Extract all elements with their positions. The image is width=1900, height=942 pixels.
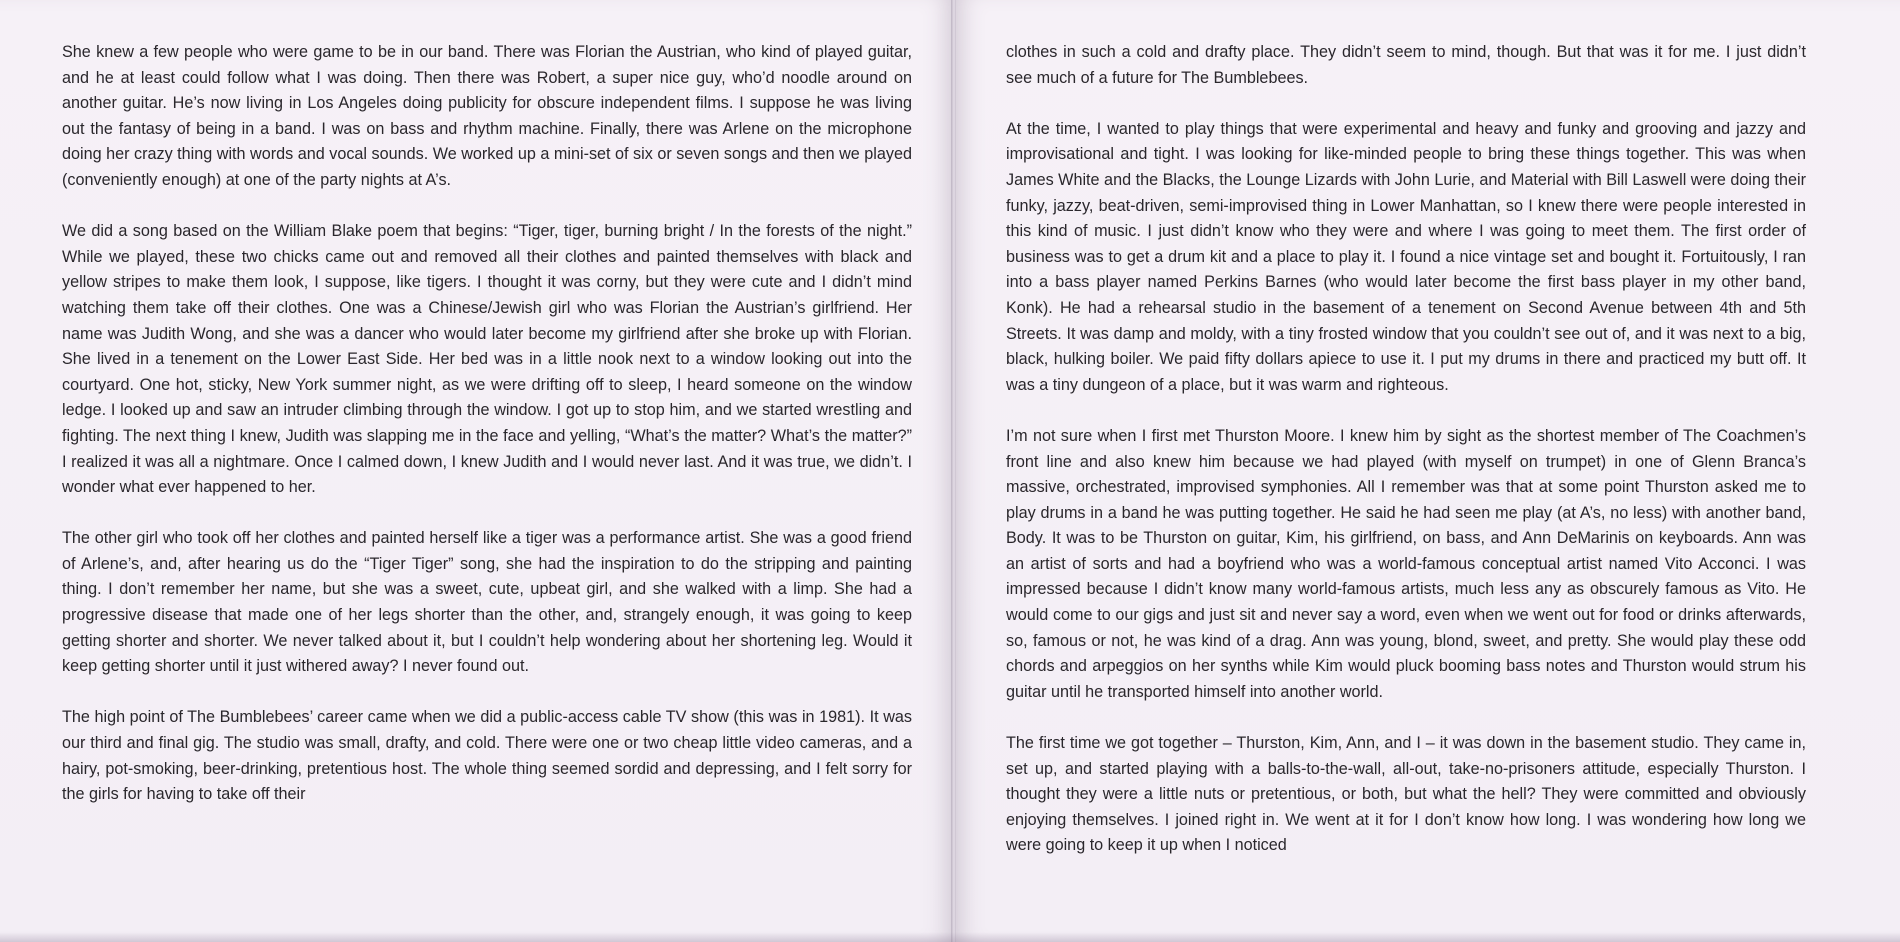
right-page-text <box>1006 40 1806 859</box>
paragraph: We did a song based on the William Blake poem that begins: “Tiger, tiger, burning bright / In the forests of the night.” While we played, these two chicks came out and removed all their clothes and painted themselves with black and yellow stripes to make them look, I suppose, like tigers. I thought it was corny, but they were cute and I didn’t mind watching them take off their clothes. One was a Chinese/Jewish girl who was Florian the Austrian’s girlfriend. Her name was Judith Wong, and she was a dancer who would later become my girlfriend after she broke up with Florian. She lived in a tenement on the Lower East Side. Her bed was in a little nook next to a window looking out into the courtyard. One hot, sticky, New York summer night, as we were drifting off to sleep, I heard someone on the window ledge. I looked up and saw an intruder climbing through the window. I got up to stop him, and we started wrestling and fighting. The next thing I knew, Judith was slapping me in the face and yelling, “What’s the matter? What’s the matter?” I realized it was all a nightmare. Once I calmed down, I knew Judith and I would never last. And it was true, we didn’t. I wonder what ever happened to her. <box>62 222 912 497</box>
left-page-text <box>62 40 912 808</box>
paragraph: The high point of The Bumblebees’ career came when we did a public-access cable TV show (this was in 1981). It was our third and final gig. The studio was small, drafty, and cold. There were one or two cheap little video cameras, and a hairy, pot-smoking, beer-drinking, pretentious host. The whole thing seemed sordid and depressing, and I felt sorry for the girls for having to take off their <box>62 708 912 804</box>
paragraph: The other girl who took off her clothes and painted herself like a tiger was a performance artist. She was a good friend of Arlene’s, and, after hearing us do the “Tiger Tiger” song, she had the inspiration to do the stripping and painting thing. I don’t remember her name, but she was a sweet, cute, upbeat girl, and she walked with a limp. She had a progressive disease that made one of her legs shorter than the other, and, strangely enough, it was going to keep getting shorter and shorter. We never talked about it, but I couldn’t help wondering about her shortening leg. Would it keep getting shorter until it just withered away? I never found out. <box>62 529 912 676</box>
page-bottom-edge <box>0 932 1900 942</box>
paragraph: clothes in such a cold and drafty place. They didn’t seem to mind, though. But that was it for me. I just didn’t see much of a future for The Bumblebees. <box>1006 43 1806 87</box>
right-page <box>956 0 1900 942</box>
paragraph: I’m not sure when I first met Thurston Moore. I knew him by sight as the shortest member of The Coachmen’s front line and also knew him because we had played (with myself on trumpet) in one of Glenn Branca’s massive, orchestrated, improvised symphonies. All I remember was that at some point Thurston asked me to play drums in a band he was putting together. He said he had seen me play (at A’s, no less) with another band, Body. It was to be Thurston on guitar, Kim, his girlfriend, on bass, and Ann DeMarinis on keyboards. Ann was an artist of sorts and had a boyfriend who was a world-famous conceptual artist named Vito Acconci. I was impressed because I didn’t know many world-famous artists, much less any as obscurely famous as Vito. He would come to our gigs and just sit and never say a word, even when we went out for food or drinks afterwards, so, famous or not, he was kind of a drag. Ann was young, blond, sweet, and pretty. She would play these odd chords and arpeggios on her synths while Kim would pluck booming bass notes and Thurston would strum his guitar until he transported himself into another world. <box>1006 426 1806 701</box>
paragraph: The first time we got together – Thurston, Kim, Ann, and I – it was down in the basement studio. They came in, set up, and started playing with a balls-to-the-wall, all-out, take-no-prisoners attitude, especially Thurston. I thought they were a little nuts or pretentious, or both, but what the hell? They were committed and obviously enjoying themselves. I joined right in. We went at it for I don’t know how long. I was wondering how long we were going to keep it up when I noticed <box>1006 734 1806 855</box>
paragraph: At the time, I wanted to play things that were experimental and heavy and funky and grooving and jazzy and improvisational and tight. I was looking for like-minded people to bring these things together. This was when James White and the Blacks, the Lounge Lizards with John Lurie, and Material with Bill Laswell were doing their funky, jazzy, beat-driven, semi-improvised thing in Lower Manhattan, so I knew there were people interested in this kind of music. I just didn’t know who they were and where I was going to meet them. The first order of business was to get a drum kit and a place to play it. I found a nice vintage set and bought it. Fortuitously, I ran into a bass player named Perkins Barnes (who would later become the first bass player in my other band, Konk). He had a rehearsal studio in the basement of a tenement on Second Avenue between 4th and 5th Streets. It was damp and moldy, with a tiny frosted window that you couldn’t see out of, and it was next to a big, black, hulking boiler. We paid fifty dollars apiece to use it. I put my drums in there and practiced my butt off. It was a tiny dungeon of a place, but it was warm and righteous. <box>1006 119 1806 394</box>
paragraph: She knew a few people who were game to be in our band. There was Florian the Austrian, who kind of played guitar, and he at least could follow what I was doing. Then there was Robert, a super nice guy, who’d noodle around on another guitar. He’s now living in Los Angeles doing publicity for obscure independent films. I suppose he was living out the fantasy of being in a band. I was on bass and rhythm machine. Finally, there was Arlene on the microphone doing her crazy thing with words and vocal sounds. We worked up a mini-set of six or seven songs and then we played (conveniently enough) at one of the party nights at A’s. <box>62 43 913 189</box>
